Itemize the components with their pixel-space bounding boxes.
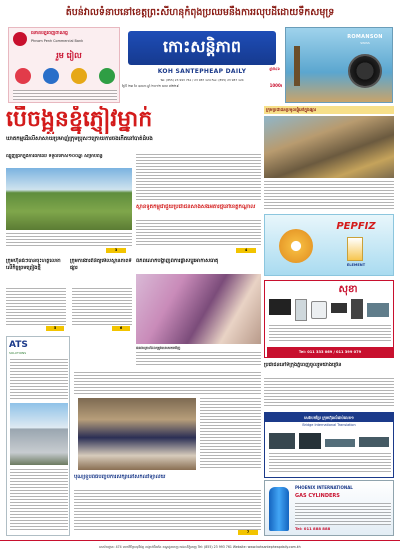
story-2	[136, 154, 261, 254]
footer	[0, 540, 400, 554]
story-1	[6, 154, 132, 254]
graduation-text-top	[74, 372, 261, 394]
palm-tree-icon	[294, 46, 300, 86]
story-1-text	[6, 233, 132, 247]
story-5-page-ref[interactable]: 6	[112, 326, 130, 331]
graduation-side-text	[200, 398, 261, 470]
top-banner-text: តំបន់វាលទំនាបនៅខេត្តព្រះសីហនុកំពុងប្រឈមនឹងការរលុបដីដោយទឹកសមុទ្រ	[65, 7, 335, 18]
translation-ad[interactable]	[264, 412, 394, 478]
story-4-page-ref[interactable]: 5	[46, 326, 64, 331]
story-2-text	[136, 154, 261, 200]
story-6-title: ប្រជាជននៅទីក្រុងភ្នំពេញចូលរួមយ៉ាងច្រើន	[264, 362, 342, 368]
ats-building-photo	[10, 403, 68, 465]
market-photo	[264, 116, 394, 178]
story-4	[6, 258, 132, 332]
pepfiz-glass-icon	[347, 237, 363, 261]
bank-name-en: Phnom Penh Commercial Bank	[31, 39, 84, 43]
fridge-icon	[295, 299, 307, 321]
story-2-page-ref[interactable]: 4	[236, 248, 256, 253]
translation-title: សេវាបកប្រែ ក្រុមហ៊ុនលំដាប់លេខ១	[265, 413, 393, 422]
gas-cylinder-icon	[269, 487, 289, 531]
translation-sub: Bridge International Translation	[302, 423, 356, 427]
graduation-photo	[78, 398, 196, 470]
pepfiz-tagline: ELEMENT	[346, 263, 366, 267]
router-icon	[359, 437, 389, 447]
story-4-text	[6, 288, 66, 326]
sokha-phone: Tel: 011 333 069 / 011 399 079	[267, 347, 393, 357]
ats-phone-list	[10, 359, 68, 399]
masthead-logo-en: KOH SANTEPHEAP DAILY	[157, 68, 247, 75]
ats-ad-text	[10, 469, 68, 531]
translation-text	[269, 453, 391, 473]
laptop-icon	[367, 303, 389, 317]
pepfiz-tablet-icon	[279, 229, 313, 263]
sleep-caption: ជនរងគ្រោះដែលត្រូវបានគេរកឃើញ	[136, 346, 181, 350]
masthead-issue: ថ្ងៃទី ២៣ ខែ ឧសភា ឆ្នាំ ២០១២ លេខ ៧២២៩	[122, 84, 179, 88]
field-photo	[6, 168, 132, 230]
sleep-photo	[136, 274, 261, 344]
romanson-tagline: SWISS	[360, 41, 370, 45]
tv-icon	[269, 299, 291, 315]
sokha-brand: សុខា	[338, 284, 358, 295]
story-3-text	[136, 352, 261, 366]
bank-icon-row	[13, 68, 117, 86]
gas-product: GAS CYLINDERS	[295, 493, 340, 499]
keyboard-icon	[325, 439, 355, 447]
pepfiz-ad[interactable]	[264, 214, 394, 276]
footer-text: អាស័យដ្ឋាន: 474 មហាវិថីព្រះមុនីវង្ស សង្កាត់បឹងរាំង ខណ្ឌដូនពេញ រាជធានីភ្នំពេញ Tel: (855) 23 993 761 Website: www.kohsantepheapdaily.com.kh	[99, 545, 301, 549]
bank-ad[interactable]	[8, 27, 120, 103]
story-5-title: ក្រុមការងារពិនិត្យមើលស្ថានភាពទីផ្សារ	[70, 258, 132, 271]
masthead-since: ឆ្នាំទី៤៦	[269, 67, 280, 71]
story-5-text	[72, 288, 132, 326]
masthead	[122, 27, 282, 105]
translation-products	[269, 431, 391, 475]
sokha-product-text	[269, 325, 391, 341]
story-1-page-ref[interactable]: 3	[106, 248, 126, 253]
market-story-title: ក្រុមប្រជាជនប្រមូលផ្តុំនៅក្នុងផ្សារ	[264, 106, 394, 114]
bank-logo-icon	[13, 32, 27, 46]
washer-icon	[311, 301, 327, 319]
speaker-icon	[351, 299, 363, 319]
graduation-page-ref[interactable]: 7	[238, 530, 258, 535]
monitor-icon	[299, 433, 321, 449]
story-4-title: ក្រុមហ៊ុនធំៗបានចុះហត្ថលេខាលើកិច្ចព្រមព្រៀងថ្មី	[6, 258, 61, 271]
ats-brand: ATS	[9, 340, 28, 350]
gas-ad-text	[295, 503, 391, 525]
printer-icon	[269, 433, 295, 449]
headline-band	[6, 106, 261, 152]
headline-main: បើចង្អួនខ្នុំភ្ញៀវម្នាក់	[6, 107, 153, 132]
pepfiz-brand: PEPFIZ	[336, 221, 376, 232]
camera-icon	[331, 303, 347, 313]
car-icon	[99, 68, 115, 84]
romanson-brand: ROMANSON	[347, 34, 383, 40]
story-3-title: ពិភពលោកបង្ហាញពីការផ្លាស់ប្តូរអាកាសធាតុ	[136, 258, 219, 264]
ats-tagline: SOLUTIONS	[9, 351, 27, 355]
graduation-title: បុណ្យខួបពិធីបញ្ចប់ការសិក្សានៅសកលវិទ្យាល័យ	[74, 474, 166, 480]
card-icon	[43, 68, 59, 84]
ats-ad[interactable]	[6, 336, 70, 536]
story-graduation	[74, 372, 261, 536]
sokha-ad[interactable]	[264, 280, 394, 358]
market-story-text	[264, 181, 394, 211]
headline-sub: ឃាតកម្មដើរលីសាសាយប្រមាញ់ក្រុមប្រុសៗក្រោយការចងកើតនៅបាត់ដំបង	[6, 136, 153, 142]
story-6	[264, 362, 394, 410]
house-icon	[71, 68, 87, 84]
top-banner	[0, 4, 400, 24]
gas-brand: PHOENIX INTERNATIONAL	[295, 485, 353, 490]
coin-icon	[15, 68, 31, 84]
masthead-price: 1000៛	[269, 83, 282, 88]
story-6-text	[264, 378, 394, 406]
story-3	[136, 258, 261, 368]
gas-ad[interactable]	[264, 480, 394, 536]
story-2-title: ស្ថានទូតកម្ពុជាជួយប្រជាជនសាងសង់អគារថ្មីនៅខេត្តកណ្តាល	[136, 204, 256, 210]
romanson-ad[interactable]	[285, 27, 393, 103]
electronics-grid	[269, 299, 391, 343]
bank-ad-text	[13, 90, 117, 100]
watch-icon	[348, 54, 382, 88]
masthead-contact: Tel: (855) 23 993 761 / 23 987 124 Fax: (855) 23 987 124	[160, 78, 244, 82]
graduation-body	[74, 490, 261, 530]
masthead-logo: កោះសន្តិភាព	[162, 37, 242, 56]
gas-phone: Tel: 011 888 888	[295, 526, 331, 531]
story-1-title: ឈ្មួញជ្រកក្នុងការដឹកឈើ ទទួលទោស១០០ឆ្នាំ សម្រាប់ពន្ធ	[6, 154, 103, 159]
bank-cta: រួម រៀល	[56, 51, 82, 60]
story-2-body	[136, 220, 261, 246]
market-story	[264, 106, 394, 212]
bank-name-kh: ធនាគារភ្នំពេញពាណិជ្ជ	[31, 31, 68, 36]
